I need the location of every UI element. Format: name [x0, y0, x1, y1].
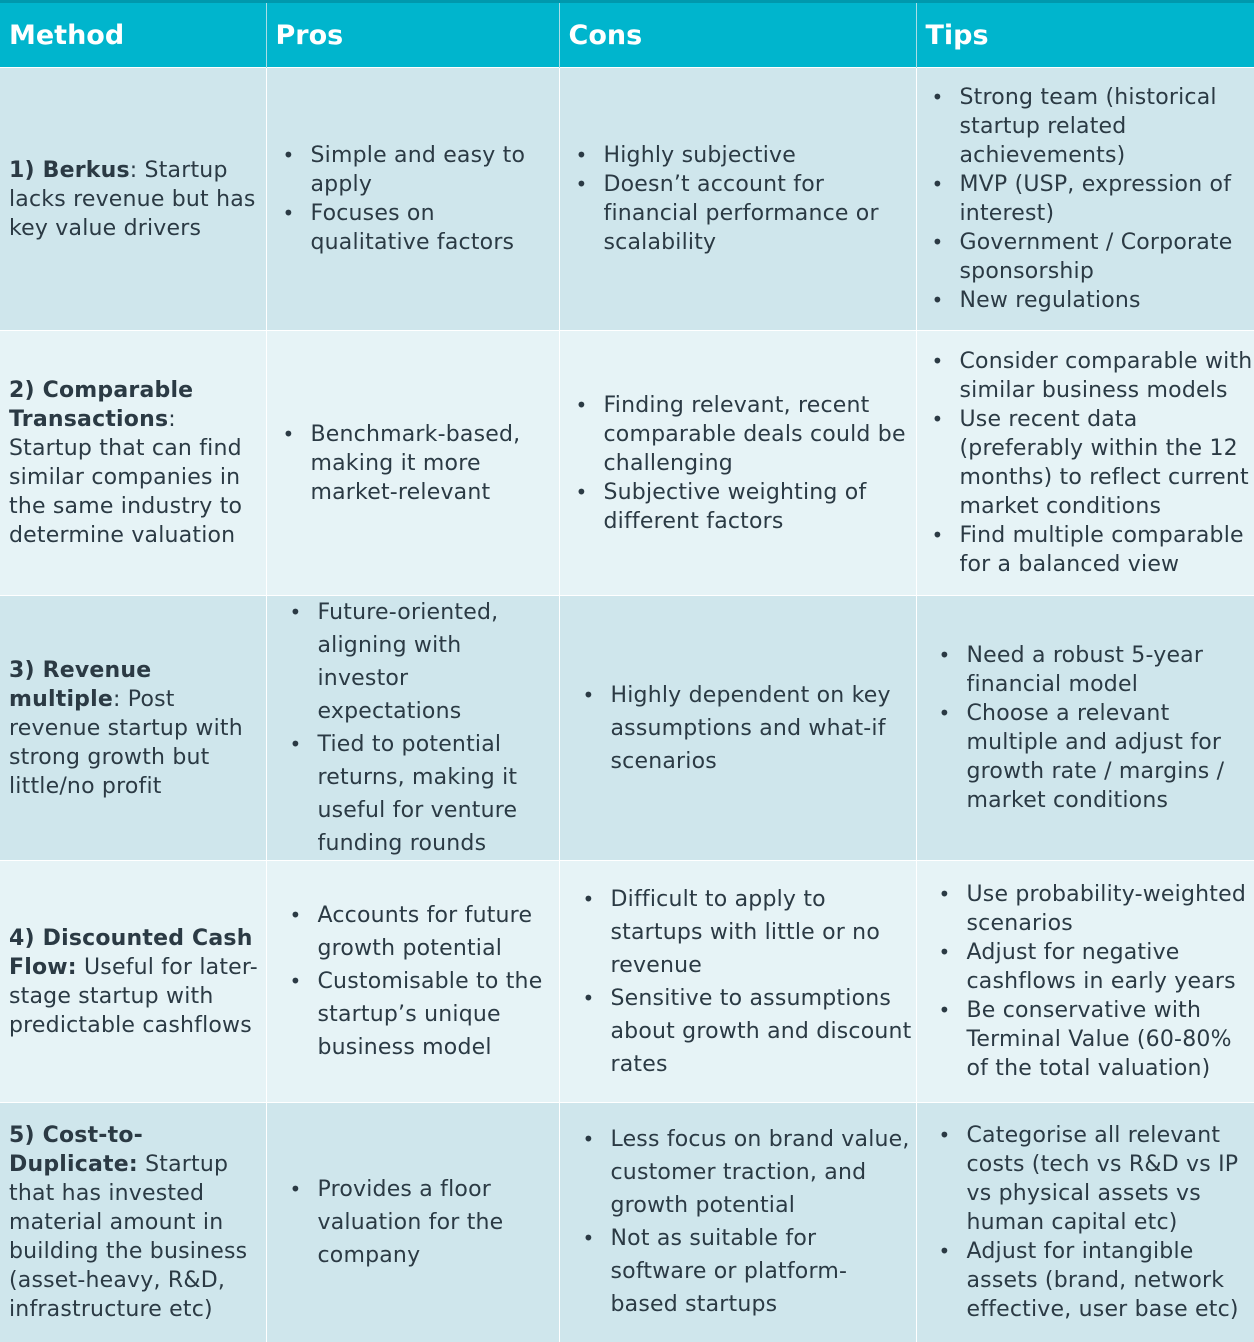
list-item: • Highly subjective — [604, 141, 912, 170]
header-pros: Pros — [266, 2, 559, 68]
list-item: • MVP (USP, expression of interest) — [960, 170, 1254, 228]
cons-cell — [559, 861, 916, 1103]
pros-cell — [266, 861, 559, 1103]
list-item: • Adjust for intangible assets (brand, network effective, user base etc) — [967, 1237, 1254, 1324]
cons-cell — [559, 331, 916, 596]
table-row — [0, 861, 1254, 1103]
method-name: 5) Cost-to-Duplicate: — [9, 1122, 143, 1177]
table-row — [0, 596, 1254, 861]
method-cell — [0, 596, 266, 861]
list-item: • Government / Corporate sponsorship — [960, 228, 1254, 286]
method-description: : Post revenue startup with strong growth but little/no profit — [9, 686, 243, 799]
list-item: • Sensitive to assumptions about growth and discount rates — [611, 982, 912, 1081]
method-description: Startup that has invested material amount in building the business (asset-heavy, R&D, infrastructure etc) — [9, 1151, 248, 1322]
header-tips: Tips — [916, 2, 1254, 68]
table-row — [0, 1103, 1254, 1342]
pros-cell — [266, 596, 559, 861]
list-item: • Tied to potential returns, making it useful for venture funding rounds — [318, 728, 555, 860]
list-item: • Be conservative with Terminal Value (60-80% of the total valuation) — [967, 996, 1254, 1083]
list-item: • Accounts for future growth potential — [318, 899, 555, 965]
method-cell — [0, 1103, 266, 1342]
list-item: • Categorise all relevant costs (tech vs R&D vs IP vs physical assets vs human capital etc) — [967, 1121, 1254, 1237]
list-item: • Focuses on qualitative factors — [311, 199, 555, 257]
header-cons: Cons — [559, 2, 916, 68]
list-item: • Consider comparable with similar business models — [960, 347, 1254, 405]
tips-cell — [916, 861, 1254, 1103]
list-item: • Subjective weighting of different factors — [604, 478, 912, 536]
tips-cell — [916, 68, 1254, 331]
list-item: • Finding relevant, recent comparable deals could be challenging — [604, 391, 912, 478]
tips-cell — [916, 1103, 1254, 1342]
method-name: 4) Discounted Cash Flow: — [9, 925, 253, 980]
pros-cell — [266, 331, 559, 596]
list-item: • Doesn’t account for financial performance or scalability — [604, 170, 912, 257]
list-item: • Simple and easy to apply — [311, 141, 555, 199]
header-method: Method — [0, 2, 266, 68]
list-item: • Difficult to apply to startups with little or no revenue — [611, 883, 912, 982]
table-row — [0, 331, 1254, 596]
list-item: • Not as suitable for software or platform-based startups — [611, 1222, 912, 1321]
table-row — [0, 68, 1254, 331]
list-item: • Use probability-weighted scenarios — [967, 880, 1254, 938]
method-name: 2) Comparable Transactions — [9, 378, 194, 432]
list-item: • Highly dependent on key assumptions and what-if scenarios — [611, 679, 912, 778]
tips-cell — [916, 331, 1254, 596]
method-name: 1) Berkus — [9, 157, 130, 183]
tips-cell — [916, 596, 1254, 861]
header-row — [0, 2, 1254, 68]
list-item: • Choose a relevant multiple and adjust for growth rate / margins / market conditions — [967, 699, 1254, 815]
list-item: • New regulations — [960, 286, 1254, 315]
pros-cell — [266, 68, 559, 331]
list-item: • Benchmark-based, making it more market-relevant — [311, 420, 555, 507]
list-item: • Strong team (historical startup related achievements) — [960, 83, 1254, 170]
method-cell — [0, 331, 266, 596]
list-item: • Adjust for negative cashflows in early years — [967, 938, 1254, 996]
method-description: : Startup lacks revenue but has key value drivers — [9, 157, 256, 241]
method-name: 3) Revenue multiple — [9, 657, 152, 712]
list-item: • Less focus on brand value, customer traction, and growth potential — [611, 1123, 912, 1222]
list-item: • Find multiple comparable for a balanced view — [960, 521, 1254, 579]
list-item: • Need a robust 5-year financial model — [967, 641, 1254, 699]
pros-cell — [266, 1103, 559, 1342]
cons-cell — [559, 68, 916, 331]
method-description: Useful for later-stage startup with predictable cashflows — [9, 954, 258, 1038]
list-item: • Future-oriented, aligning with investor expectations — [318, 596, 555, 728]
cons-cell — [559, 596, 916, 861]
cons-cell — [559, 1103, 916, 1342]
method-cell — [0, 68, 266, 331]
list-item: • Use recent data (preferably within the 12 months) to reflect current market conditions — [960, 405, 1254, 521]
method-description: : Startup that can find similar companies in the same industry to determine valuation — [9, 407, 243, 548]
method-cell — [0, 861, 266, 1103]
list-item: • Customisable to the startup’s unique business model — [318, 965, 555, 1064]
list-item: • Provides a floor valuation for the company — [318, 1173, 555, 1272]
